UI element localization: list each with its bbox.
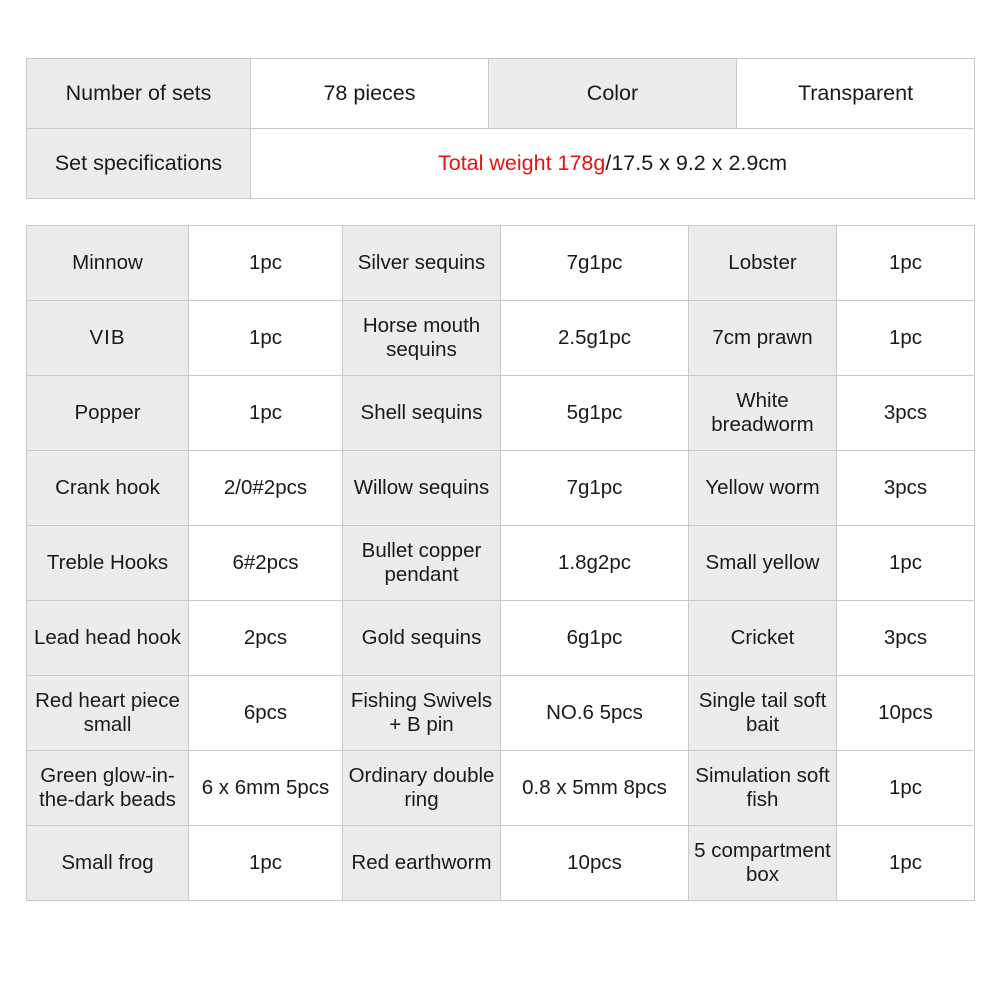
item-qty: 5g1pc bbox=[501, 376, 689, 451]
item-qty: 2.5g1pc bbox=[501, 301, 689, 376]
item-qty: 1pc bbox=[837, 301, 975, 376]
spec-total-weight: Total weight 178g bbox=[438, 150, 606, 175]
item-name: Single tail soft bait bbox=[689, 676, 837, 751]
item-name: Lobster bbox=[689, 226, 837, 301]
table-row bbox=[27, 676, 975, 751]
item-name: Fishing Swivels + B pin bbox=[343, 676, 501, 751]
spec-label-number-of-sets: Number of sets bbox=[27, 59, 251, 129]
table-row bbox=[27, 301, 975, 376]
item-qty: 1pc bbox=[837, 751, 975, 826]
spec-label-set-specifications: Set specifications bbox=[27, 129, 251, 199]
item-qty: 10pcs bbox=[501, 826, 689, 901]
item-name: Gold sequins bbox=[343, 601, 501, 676]
item-qty: 3pcs bbox=[837, 601, 975, 676]
item-name: Treble Hooks bbox=[27, 526, 189, 601]
item-name: 5 compartment box bbox=[689, 826, 837, 901]
item-qty: 2pcs bbox=[189, 601, 343, 676]
item-qty: 1.8g2pc bbox=[501, 526, 689, 601]
table-row bbox=[27, 751, 975, 826]
item-name: White breadworm bbox=[689, 376, 837, 451]
item-qty: 7g1pc bbox=[501, 226, 689, 301]
item-name: Minnow bbox=[27, 226, 189, 301]
item-name: Simulation soft fish bbox=[689, 751, 837, 826]
item-name: Cricket bbox=[689, 601, 837, 676]
item-qty: NO.6 5pcs bbox=[501, 676, 689, 751]
table-row bbox=[27, 226, 975, 301]
item-name: Small yellow bbox=[689, 526, 837, 601]
item-qty: 1pc bbox=[189, 826, 343, 901]
table-row bbox=[27, 129, 975, 199]
item-name: Lead head hook bbox=[27, 601, 189, 676]
table-row bbox=[27, 601, 975, 676]
item-name: Red heart piece small bbox=[27, 676, 189, 751]
items-table bbox=[26, 225, 975, 901]
item-name: Crank hook bbox=[27, 451, 189, 526]
table-row bbox=[27, 59, 975, 129]
item-qty: 3pcs bbox=[837, 451, 975, 526]
item-qty: 7g1pc bbox=[501, 451, 689, 526]
table-row bbox=[27, 526, 975, 601]
item-qty: 6g1pc bbox=[501, 601, 689, 676]
specification-table bbox=[26, 58, 975, 199]
item-name: Bullet copper pendant bbox=[343, 526, 501, 601]
item-name: Horse mouth sequins bbox=[343, 301, 501, 376]
item-name: Green glow-in-the-dark beads bbox=[27, 751, 189, 826]
item-qty: 0.8 x 5mm 8pcs bbox=[501, 751, 689, 826]
item-qty: 1pc bbox=[189, 301, 343, 376]
item-qty: 1pc bbox=[837, 826, 975, 901]
item-name: VIB bbox=[27, 301, 189, 376]
item-qty: 6#2pcs bbox=[189, 526, 343, 601]
item-name: 7cm prawn bbox=[689, 301, 837, 376]
item-qty: 1pc bbox=[189, 376, 343, 451]
spec-value-set-specifications bbox=[251, 129, 975, 199]
item-name: Popper bbox=[27, 376, 189, 451]
table-row bbox=[27, 451, 975, 526]
item-name: Ordinary double ring bbox=[343, 751, 501, 826]
item-qty: 3pcs bbox=[837, 376, 975, 451]
item-name: Yellow worm bbox=[689, 451, 837, 526]
item-qty: 6 x 6mm 5pcs bbox=[189, 751, 343, 826]
item-qty: 10pcs bbox=[837, 676, 975, 751]
table-row bbox=[27, 826, 975, 901]
item-name: Willow sequins bbox=[343, 451, 501, 526]
item-name: Shell sequins bbox=[343, 376, 501, 451]
spec-value-color: Transparent bbox=[737, 59, 975, 129]
item-qty: 1pc bbox=[837, 526, 975, 601]
item-qty: 6pcs bbox=[189, 676, 343, 751]
item-name: Small frog bbox=[27, 826, 189, 901]
table-row bbox=[27, 376, 975, 451]
item-qty: 2/0#2pcs bbox=[189, 451, 343, 526]
item-name: Red earthworm bbox=[343, 826, 501, 901]
spec-label-color: Color bbox=[489, 59, 737, 129]
item-qty: 1pc bbox=[189, 226, 343, 301]
item-qty: 1pc bbox=[837, 226, 975, 301]
spec-dimensions: /17.5 x 9.2 x 2.9cm bbox=[605, 150, 787, 175]
spec-value-number-of-sets: 78 pieces bbox=[251, 59, 489, 129]
item-name: Silver sequins bbox=[343, 226, 501, 301]
